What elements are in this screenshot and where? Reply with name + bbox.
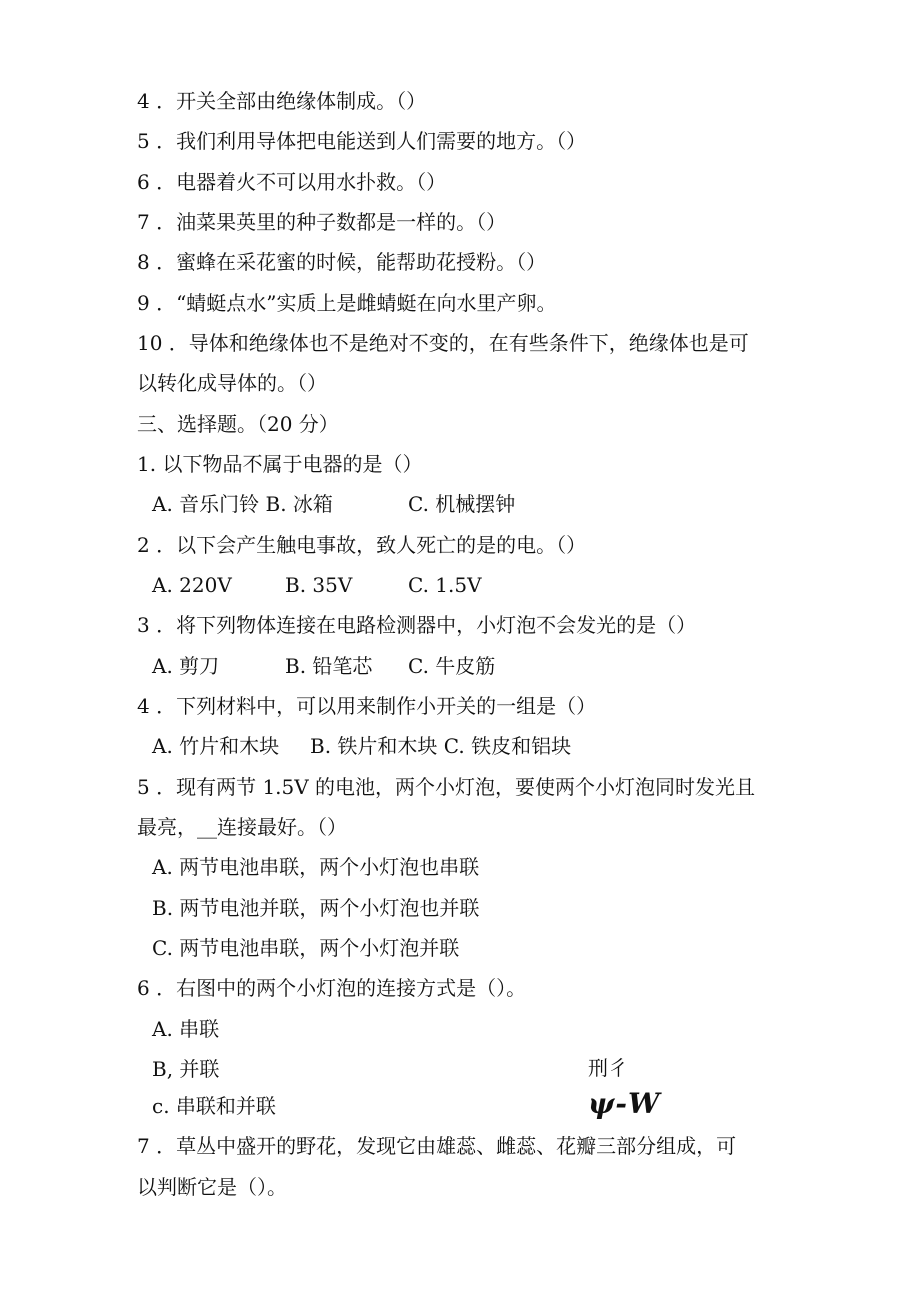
question-3-option-a: A. 剪刀 — [152, 654, 220, 678]
judgment-item-9: 9 ．“蜻蜓点水”实质上是雌蜻蜓在向水里产卵。 — [137, 291, 557, 315]
judgment-item-5: 5 ．我们利用导体把电能送到人们需要的地方。（） — [137, 129, 587, 153]
question-5-option-a: A. 两节电池串联，两个小灯泡也串联 — [152, 855, 480, 879]
judgment-item-8: 8 ．蜜蜂在采花蜜的时候，能帮助花授粉。（） — [137, 250, 547, 274]
question-1-option-ab: A. 音乐门铃 B. 冰箱 — [152, 492, 333, 516]
question-7-stem-continued: 以判断它是（）。 — [137, 1175, 287, 1199]
question-6-stem: 6 ．右图中的两个小灯泡的连接方式是（）。 — [137, 976, 527, 1000]
circuit-figure-caption: 刑彳 — [588, 1056, 628, 1080]
question-2-option-a: A. 220V — [152, 573, 232, 597]
question-7-stem: 7 ．草丛中盛开的野花，发现它由雄蕊、雌蕊、花瓣三部分组成，可 — [137, 1134, 737, 1158]
question-5-option-b: B. 两节电池并联，两个小灯泡也并联 — [152, 896, 480, 920]
judgment-item-10: 10 ．导体和绝缘体也不是绝对不变的，在有些条件下，绝缘体也是可 — [137, 331, 749, 355]
circuit-figure-symbol: ψ-W — [588, 1087, 661, 1120]
question-3-stem: 3 ．将下列物体连接在电路检测器中，小灯泡不会发光的是（） — [137, 613, 697, 637]
question-1-stem: 1. 以下物品不属于电器的是（） — [137, 452, 423, 476]
question-2-option-c: C. 1.5V — [408, 573, 482, 597]
question-2-stem: 2 ．以下会产生触电事故，致人死亡的是的电。（） — [137, 533, 587, 557]
question-2-option-b: B. 35V — [285, 573, 353, 597]
question-4-option-a: A. 竹片和木块 — [152, 734, 280, 758]
question-1-option-c: C. 机械摆钟 — [408, 492, 516, 516]
question-5-option-c: C. 两节电池串联，两个小灯泡并联 — [152, 936, 460, 960]
question-5-stem-continued: 最亮，__连接最好。（） — [137, 815, 347, 839]
question-3-option-c: C. 牛皮筋 — [408, 654, 496, 678]
judgment-item-10-continued: 以转化成导体的。（） — [137, 371, 327, 395]
question-3-option-b: B. 铅笔芯 — [285, 654, 373, 678]
question-6-option-a: A. 串联 — [152, 1017, 220, 1041]
question-4-stem: 4 ．下列材料中，可以用来制作小开关的一组是（） — [137, 694, 597, 718]
section-heading-choice: 三、选择题。（20 分） — [137, 412, 339, 436]
question-4-option-bc: B. 铁片和木块 C. 铁皮和铝块 — [310, 734, 572, 758]
question-6-option-b: B, 并联 — [152, 1057, 220, 1081]
judgment-item-7: 7 ．油菜果英里的种子数都是一样的。（） — [137, 210, 507, 234]
judgment-item-6: 6 ．电器着火不可以用水扑救。（） — [137, 170, 447, 194]
question-5-stem: 5 ．现有两节 1.5V 的电池，两个小灯泡，要使两个小灯泡同时发光且 — [137, 775, 756, 799]
question-6-option-c: c. 串联和并联 — [152, 1094, 276, 1118]
judgment-item-4: 4 ．开关全部由绝缘体制成。（） — [137, 89, 427, 113]
